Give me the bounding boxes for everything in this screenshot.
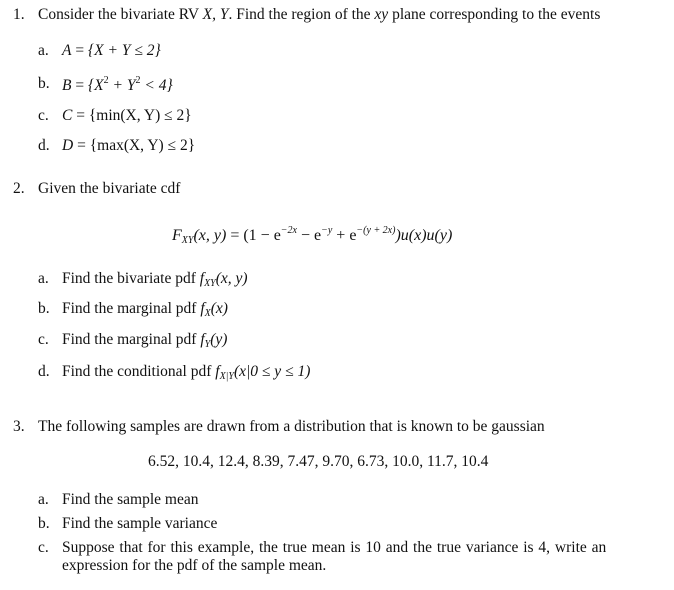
document-page: 1. Consider the bivariate RV X, Y. Find the region of the xy plane corresponding to the events a. A = {X + Y ≤ 2} b. $B = \{X^2 + Y^2 < 4\}$ c. C = {min(X, Y) ≤ 2} d. D = {max(X, Y) ≤ 2} 2. Given the bivariate cdf $F_{XY}(x$, $y) = (1 - e^{-2x} - e^{-y} + e^{-(y + 2x)})u(x)u(y)$ a. Find the bivariate pdf $f_{XY}(x$, y) b. Find the marginal pdf $f_X(x)$ c. Find the marginal pdf $f_Y(y)$ d. Find the conditional pdf $f_{X|Y}(x|0 \le y \le 1)$ 3. The following samples are drawn from a distribution that is known to be gaussian 6.52, 10.4, 12.4, 8.39, 7.47, 9.70, 6.73, 10.0, 11.7, 10.4 a. Find the sample mean b. Find the sample variance c. Suppose that for this example, the true mean is 10 and the true variance is 4, write an expression for the pdf of the sample mean. [0,0,674,590]
question-text: Consider the bivariate RV X, Y. Find the region of the xy plane corresponding to the events [38,6,601,23]
cdf-formula: $F_{XY}(x$, $y) = (1 - e^{-2x} - e^{-y} + e^{-(y + 2x)})u(x)u(y)$ [172,225,453,246]
item-3c-continued: expression for the pdf of the sample mean. [62,557,327,574]
question-number: 1. [13,6,25,23]
sample-values: 6.52, 10.4, 12.4, 8.39, 7.47, 9.70, 6.73, 10.0, 11.7, 10.4 [148,453,489,470]
